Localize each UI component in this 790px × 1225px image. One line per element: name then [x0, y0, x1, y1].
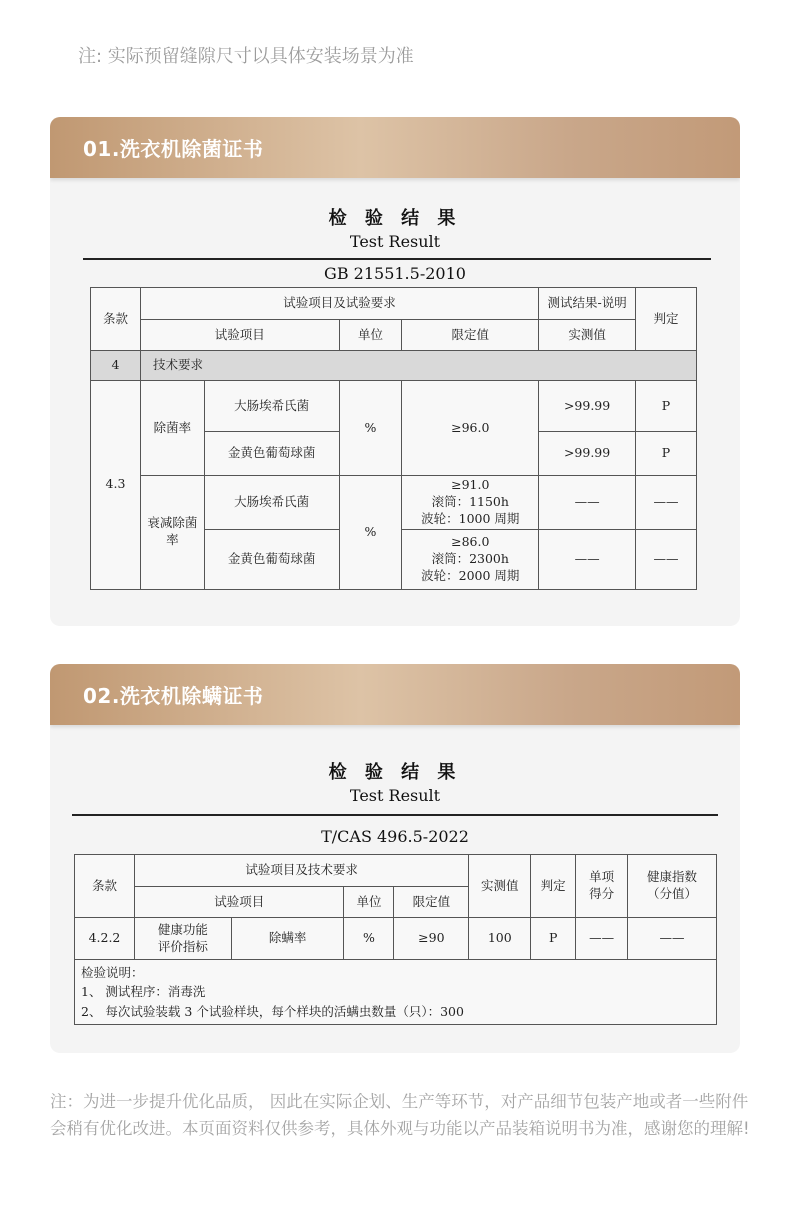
verdict-1: P	[636, 381, 697, 432]
measured-dash-2: ——	[539, 529, 636, 589]
section-header	[50, 664, 740, 725]
limit-86-line-3: 波轮：2000 周期	[421, 567, 520, 583]
mite-removal-certificate-card	[50, 664, 740, 1053]
limit-91-line-1: ≥91.0	[451, 477, 490, 492]
header-limit: 限定值	[394, 887, 469, 918]
measured-dash-1: ——	[539, 476, 636, 530]
sterilization-certificate-card	[50, 117, 740, 626]
section-title: 01.洗衣机除菌证书	[83, 137, 264, 161]
verdict-value: P	[531, 918, 576, 960]
unit-percent: %	[339, 381, 402, 476]
mite-results-table	[74, 854, 717, 1025]
header-clause: 条款	[75, 855, 135, 918]
table-row	[91, 381, 697, 432]
note-2: 2、 每次试验装载 3 个试验样块，每个样块的活螨虫数量（只）：300	[81, 1003, 464, 1019]
header-verdict: 判定	[531, 855, 576, 918]
header-measured: 实测值	[469, 855, 531, 918]
sterilization-rate-label: 除菌率	[140, 381, 204, 476]
single-score-dash: ——	[576, 918, 628, 960]
document-title-en: Test Result	[349, 232, 441, 251]
limit-91-line-3: 波轮：1000 周期	[421, 510, 520, 526]
notes-title: 检验说明：	[81, 965, 144, 980]
mite-removal-label: 除螨率	[231, 918, 344, 960]
header-measured: 实测值	[539, 320, 636, 351]
header-items-requirements: 试验项目及技术要求	[134, 855, 468, 887]
measured-value-1: >99.99	[539, 381, 636, 432]
test-notes	[75, 960, 717, 1025]
title-rule	[72, 814, 718, 816]
staph-label-2: 金黄色葡萄球菌	[204, 529, 339, 589]
limit-86-line-2: 滚筒：2300h	[431, 550, 509, 566]
header-unit: 单位	[344, 887, 394, 918]
bottom-disclaimer: 注：为进一步提升优化品质， 因此在实际企划、生产等环节，对产品细节包装产地或者一些附件会稍有优化改进。本页面资料仅供参考，具体外观与功能以产品装箱说明书为准，感谢您的理解!	[50, 1092, 750, 1138]
limit-value: ≥90	[394, 918, 469, 960]
header-single-score-line-2: 得分	[589, 886, 615, 901]
section-title: 02.洗衣机除螨证书	[83, 684, 264, 708]
measured-value: 100	[469, 918, 531, 960]
health-function-line-1: 健康功能	[157, 921, 208, 937]
header-health-index-line-1: 健康指数	[647, 869, 698, 885]
health-function-indicator	[134, 918, 231, 960]
ecoli-label-2: 大肠埃希氏菌	[204, 476, 339, 530]
ecoli-label: 大肠埃希氏菌	[204, 381, 339, 432]
staph-label: 金黄色葡萄球菌	[204, 432, 339, 476]
header-clause: 条款	[91, 288, 141, 351]
header-single-score	[576, 855, 628, 918]
limit-86	[402, 529, 539, 589]
verdict-2: P	[636, 432, 697, 476]
header-single-score-line-1: 单项	[589, 869, 615, 885]
section-header	[50, 117, 740, 178]
table-row	[75, 918, 717, 960]
document-title-en: Test Result	[349, 786, 441, 805]
document-title-zh: 检 验 结 果	[328, 208, 462, 229]
limit-86-line-1: ≥86.0	[451, 533, 490, 549]
document-title	[50, 758, 740, 805]
unit-percent-2: %	[339, 476, 402, 590]
note-1: 1、 测试程序：消毒洗	[81, 984, 206, 1000]
header-test-item: 试验项目	[140, 320, 339, 351]
limit-91	[402, 476, 539, 530]
header-limit: 限定值	[402, 320, 539, 351]
limit-91-line-2: 滚筒：1150h	[431, 493, 509, 509]
header-unit: 单位	[339, 320, 402, 351]
document-title-zh: 检 验 结 果	[328, 762, 462, 783]
title-rule	[83, 258, 711, 260]
measured-value-2: >99.99	[539, 432, 636, 476]
header-result-description: 测试结果-说明	[539, 288, 636, 320]
header-health-index	[628, 855, 717, 918]
header-test-item: 试验项目	[134, 887, 344, 918]
unit-percent: %	[344, 918, 394, 960]
table-row	[91, 351, 697, 381]
standard-number: T/CAS 496.5-2022	[321, 827, 469, 846]
tech-label: 技术要求	[140, 351, 696, 381]
standard-number: GB 21551.5-2010	[324, 264, 466, 283]
table-row	[91, 476, 697, 530]
clause-4-2-2: 4.2.2	[75, 918, 135, 960]
clause-4-3: 4.3	[91, 381, 141, 590]
decay-rate-label: 衰减除菌率	[140, 476, 204, 590]
sterilization-results-table	[90, 287, 697, 590]
header-verdict: 判定	[636, 288, 697, 351]
top-note: 注: 实际预留缝隙尺寸以具体安装场景为准	[78, 46, 414, 67]
verdict-dash-2: ——	[636, 529, 697, 589]
health-function-line-2: 评价指标	[157, 938, 208, 954]
tech-clause: 4	[91, 351, 141, 381]
notes-row	[75, 960, 717, 1025]
verdict-dash-1: ——	[636, 476, 697, 530]
header-health-index-line-2: （分值）	[647, 886, 698, 901]
limit-96: ≥96.0	[402, 381, 539, 476]
header-items-requirements: 试验项目及试验要求	[140, 288, 538, 320]
health-index-dash: ——	[628, 918, 717, 960]
document-title	[50, 204, 740, 251]
